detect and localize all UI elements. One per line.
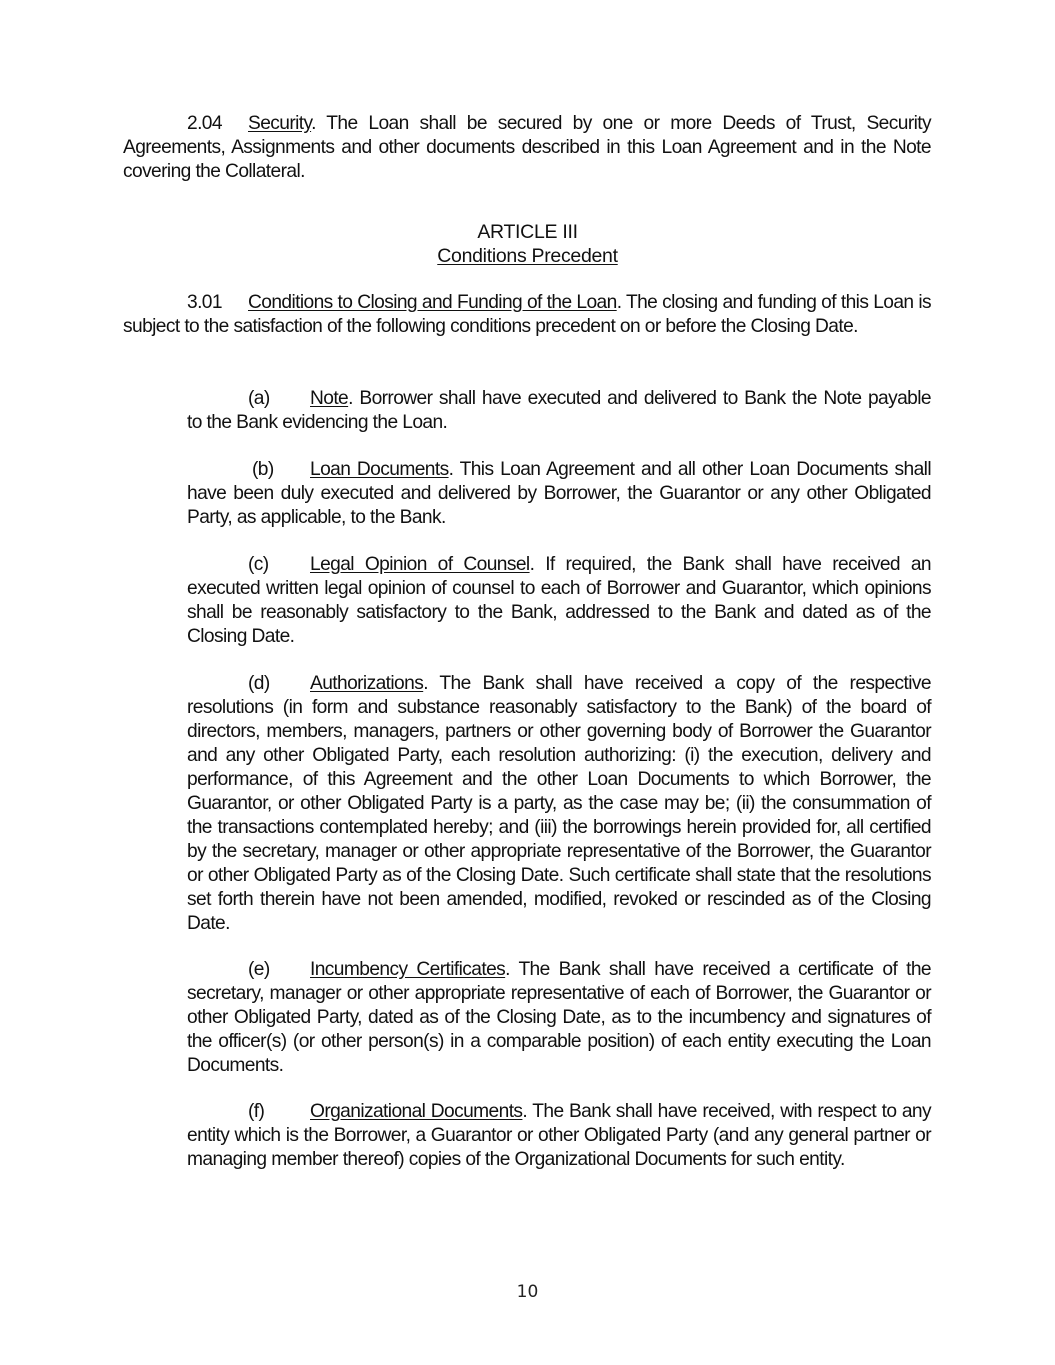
subsection-title: Authorizations bbox=[310, 673, 424, 694]
subsection-title: Note bbox=[310, 388, 349, 409]
subsection-c bbox=[187, 553, 931, 649]
subsection-text: . The Bank shall have received a certificate of the secretary, manager or other appropriate representative of each of Borrower, the Guarantor or other Obligated Party, dated as of the Closing Date, as to the incumbency and signatures of the officer(s) (or other person(s) in a comparable position) of each entity executing the Loan Documents. bbox=[187, 959, 931, 1076]
subsection-title: Loan Documents bbox=[310, 459, 449, 480]
section-number: 2.04 bbox=[187, 113, 222, 134]
subsection-f bbox=[187, 1100, 931, 1172]
subsection-e bbox=[187, 958, 931, 1078]
article-title: Conditions Precedent bbox=[437, 245, 618, 267]
section-2-04 bbox=[123, 112, 931, 184]
section-text: . The Loan shall be secured by one or more Deeds of Trust, Security Agreements, Assignments and other documents described in this Loan Agreement and in the Note covering the Collateral. bbox=[123, 113, 931, 182]
subsection-b bbox=[187, 458, 931, 530]
subsection-d bbox=[187, 672, 931, 936]
subsection-text: . The Bank shall have received, with respect to any entity which is the Borrower, a Guarantor or other Obligated Party (and any general partner or managing member thereof) copies of the Organizational Documents for such entity. bbox=[187, 1101, 931, 1170]
subsection-label: (d) bbox=[248, 673, 270, 694]
subsection-title: Organizational Documents bbox=[310, 1101, 523, 1122]
subsection-label: (c) bbox=[248, 554, 269, 575]
subsection-text: . This Loan Agreement and all other Loan Documents shall have been duly executed and delivered by Borrower, the Guarantor or any other Obligated Party, as applicable, to the Bank. bbox=[187, 459, 931, 528]
section-title: Security bbox=[248, 113, 312, 134]
subsection-text: . The Bank shall have received a copy of the respective resolutions (in form and substance reasonably satisfactory to the Bank) of the board of directors, members, managers, partners or other governing body of Borrower the Guarantor and any other Obligated Party, each resolution authorizing: (i) the execution, delivery and performance, of this Agreement and the other Loan Documents to which Borrower, the Guarantor, or other Obligated Party is a party, as the case may be; (ii) the consummation of the transactions contemplated hereby; and (iii) the borrowings herein provided for, all certified by the secretary, manager or other appropriate representative of the Borrower, the Guarantor or other Obligated Party as of the Closing Date. Such certificate shall state that the resolutions set forth therein have not been amended, modified, revoked or rescinded as of the Closing Date. bbox=[187, 673, 931, 934]
subsection-a bbox=[187, 387, 931, 435]
section-text: . The closing and funding of this Loan is subject to the satisfaction of the following conditions precedent on or before the Closing Date. bbox=[123, 292, 932, 337]
subsection-title: Legal Opinion of Counsel bbox=[310, 554, 530, 575]
subsection-text: . If required, the Bank shall have received an executed written legal opinion of counsel to each of Borrower and Guarantor, which opinions shall be reasonably satisfactory to the Bank, addressed to the Bank and dated as of the Closing Date. bbox=[187, 554, 931, 647]
subsection-label: (f) bbox=[248, 1101, 265, 1122]
subsection-label: (e) bbox=[248, 959, 270, 980]
section-number: 3.01 bbox=[187, 292, 222, 313]
subsection-title: Incumbency Certificates bbox=[310, 959, 506, 980]
page-number: 10 bbox=[516, 1282, 539, 1302]
section-3-01 bbox=[123, 291, 931, 339]
section-title: Conditions to Closing and Funding of the Loan bbox=[248, 292, 617, 313]
subsection-label: (a) bbox=[248, 388, 270, 409]
subsection-label: (b) bbox=[252, 459, 274, 480]
subsection-text: . Borrower shall have executed and delivered to Bank the Note payable to the Bank evidencing the Loan. bbox=[187, 388, 931, 433]
article-label: ARTICLE III bbox=[477, 221, 578, 243]
